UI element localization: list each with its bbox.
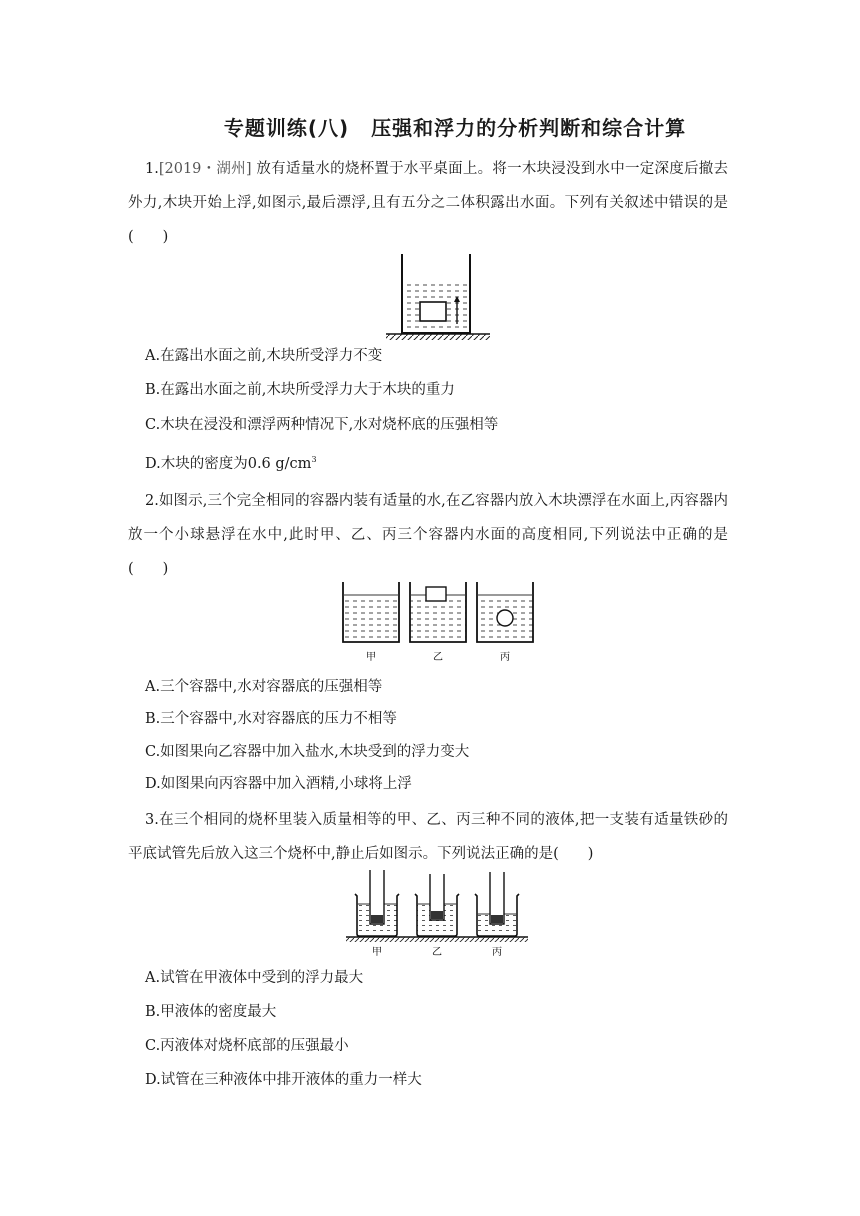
figure-three-beakers-test-tube <box>344 868 530 958</box>
question-3-option-a: A.试管在甲液体中受到的浮力最大 <box>145 970 364 986</box>
question-2-option-c: C.如图果向乙容器中加入盐水,木块受到的浮力变大 <box>145 744 470 760</box>
question-1-number: 1. <box>145 161 159 177</box>
question-2-option-b: B.三个容器中,水对容器底的压力不相等 <box>145 711 397 727</box>
title-topic: 压强和浮力的分析判断和综合计算 <box>371 116 687 140</box>
question-3-stem: 3.在三个相同的烧杯里装入质量相等的甲、乙、丙三种不同的液体,把一支装有适量铁砂的平底试管先后放入这三个烧杯中,静止后如图示。下列说法正确的是( ) <box>128 812 728 862</box>
container-label-yi: 乙 <box>433 652 443 663</box>
title-series: 专题训练(八) <box>223 116 350 140</box>
question-1-option-d-text: D.木块的密度为0.6 g/cm <box>145 455 312 472</box>
beaker-label-yi: 乙 <box>432 947 442 958</box>
question-1-option-c: C.木块在浸没和漂浮两种情况下,水对烧杯底的压强相等 <box>145 417 499 433</box>
figure-three-containers <box>336 580 536 666</box>
question-1-option-d-superscript: 3 <box>311 455 317 464</box>
beaker-label-jia: 甲 <box>372 947 382 958</box>
question-3-option-c: C.丙液体对烧杯底部的压强最小 <box>145 1038 349 1054</box>
question-1-option-a: A.在露出水面之前,木块所受浮力不变 <box>145 348 383 364</box>
question-3-option-d: D.试管在三种液体中排开液体的重力一样大 <box>145 1072 422 1088</box>
question-2-stem: 2.如图示,三个完全相同的容器内装有适量的水,在乙容器内放入木块漂浮在水面上,丙容器内放一个小球悬浮在水中,此时甲、乙、丙三个容器内水面的高度相同,下列说法中正确的是( ) <box>128 493 728 577</box>
page-title <box>0 112 860 141</box>
question-1-source-tag: [2019・湖州] <box>158 161 252 177</box>
question-2-option-d: D.如图果向丙容器中加入酒精,小球将上浮 <box>145 776 412 792</box>
question-1-text: 放有适量水的烧杯置于水平桌面上。将一木块浸没到水中一定深度后撤去外力,木块开始上浮,如图示,最后漂浮,且有五分之二体积露出水面。下列有关叙述中错误的是( ) <box>128 161 729 245</box>
question-1-option-d <box>145 448 317 476</box>
container-label-bing: 丙 <box>500 652 510 663</box>
beaker-label-bing: 丙 <box>492 947 502 958</box>
figure-beaker-wood-block <box>382 252 494 344</box>
container-label-jia: 甲 <box>366 652 376 663</box>
question-3-option-b: B.甲液体的密度最大 <box>145 1004 277 1020</box>
question-2-option-a: A.三个容器中,水对容器底的压强相等 <box>145 679 383 695</box>
question-1-option-b: B.在露出水面之前,木块所受浮力大于木块的重力 <box>145 382 455 398</box>
question-1-stem <box>128 152 728 254</box>
